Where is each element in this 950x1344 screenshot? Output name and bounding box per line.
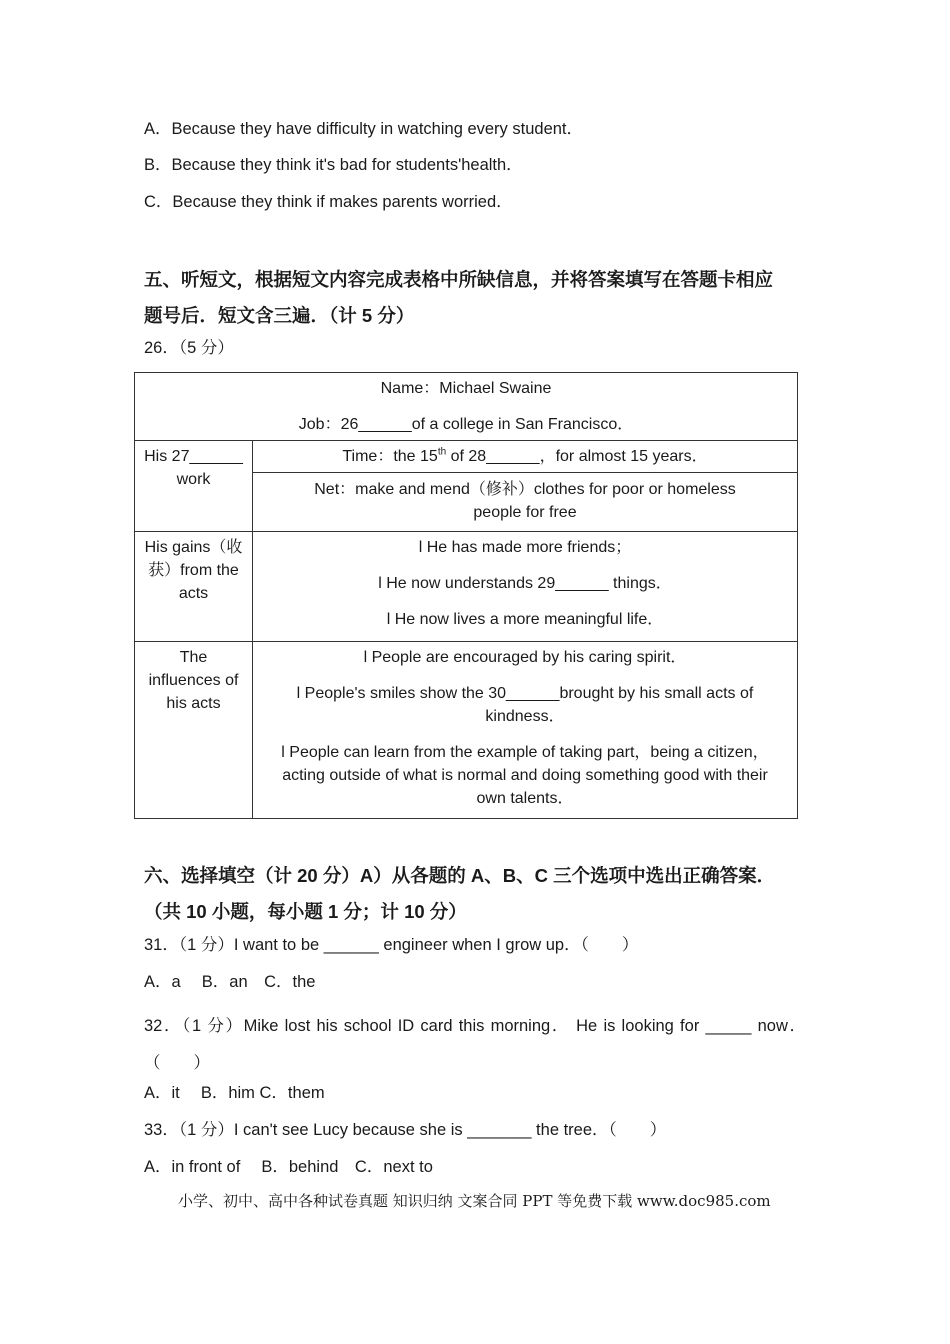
q33-stem: 33．（1 分）I can't see Lucy because she is _______ the tree．（ ） [144,1121,667,1139]
row3-label: The influences of his acts [135,642,253,819]
influence-item: l People can learn from the example of taking part，being a citizen，acting outside of what is normal and doing something good with their own talents． [281,744,769,807]
time-sup: th [437,446,447,458]
time-post: of 28______，for almost 15 years． [446,448,708,465]
name-job-cell [135,373,798,441]
q33-options: A．in front of B．behind C．next to [144,1158,433,1176]
section6-heading-line1: 六、选择填空（计 20 分）A）从各题的 A、B、C 三个选项中选出正确答案． [144,865,776,886]
q32-options: A．it B．him C．them [144,1084,325,1102]
section6-heading [144,858,814,930]
q25-option-c: C．Because they think if makes parents worried． [144,193,513,211]
row1-label: His 27______ work [135,441,253,532]
q25-option-b: B．Because they think it's bad for students'health． [144,156,523,174]
info-table [134,372,798,819]
section6-heading-line2: （共 10 小题，每小题 1 分；计 10 分） [144,901,467,922]
influence-item: l People are encouraged by his caring spirit． [363,649,687,666]
gain-item: l He has made more friends； [418,539,632,556]
job-text: Job：26______of a college in San Francisco． [298,416,634,433]
section5-heading [144,262,814,334]
section5-heading-line1: 五、听短文，根据短文内容完成表格中所缺信息，并将答案填写在答题卡相应 [144,269,774,290]
time-pre: Time：the 15 [342,448,438,465]
name-text: Name：Michael Swaine [380,380,552,397]
q25-option-a: A．Because they have difficulty in watching every student． [144,120,584,138]
row2-label: His gains（收获）from the acts [135,532,253,642]
table-row [135,373,798,441]
table-row [135,642,798,819]
gain-item: l He now lives a more meaningful life． [386,611,664,628]
q32-stem: 32．（1 分）Mike lost his school ID card this morning． He is looking for _____ now．（ ） [144,1017,806,1072]
time-cell [253,441,798,473]
q31-options: A．a B．an C．the [144,973,316,991]
section5-heading-line2: 题号后．短文含三遍．（计 5 分） [144,305,415,326]
table-row [135,441,798,473]
q31-stem: 31．（1 分）I want to be ______ engineer when I grow up．（ ） [144,936,639,954]
gain-item: l He now understands 29______ things． [378,575,672,592]
net-cell: Net：make and mend（修补）clothes for poor or homeless people for free [253,473,798,532]
footer-text: 小学、初中、高中各种试卷真题 知识归纳 文案合同 PPT 等免费下载 www.doc985.com [178,1192,771,1210]
gains-cell [253,532,798,642]
influences-cell [253,642,798,819]
influence-item: l People's smiles show the 30______brought by his small acts of kindness． [296,685,754,725]
q26-label: 26．（5 分） [144,339,234,357]
table-row [135,532,798,642]
